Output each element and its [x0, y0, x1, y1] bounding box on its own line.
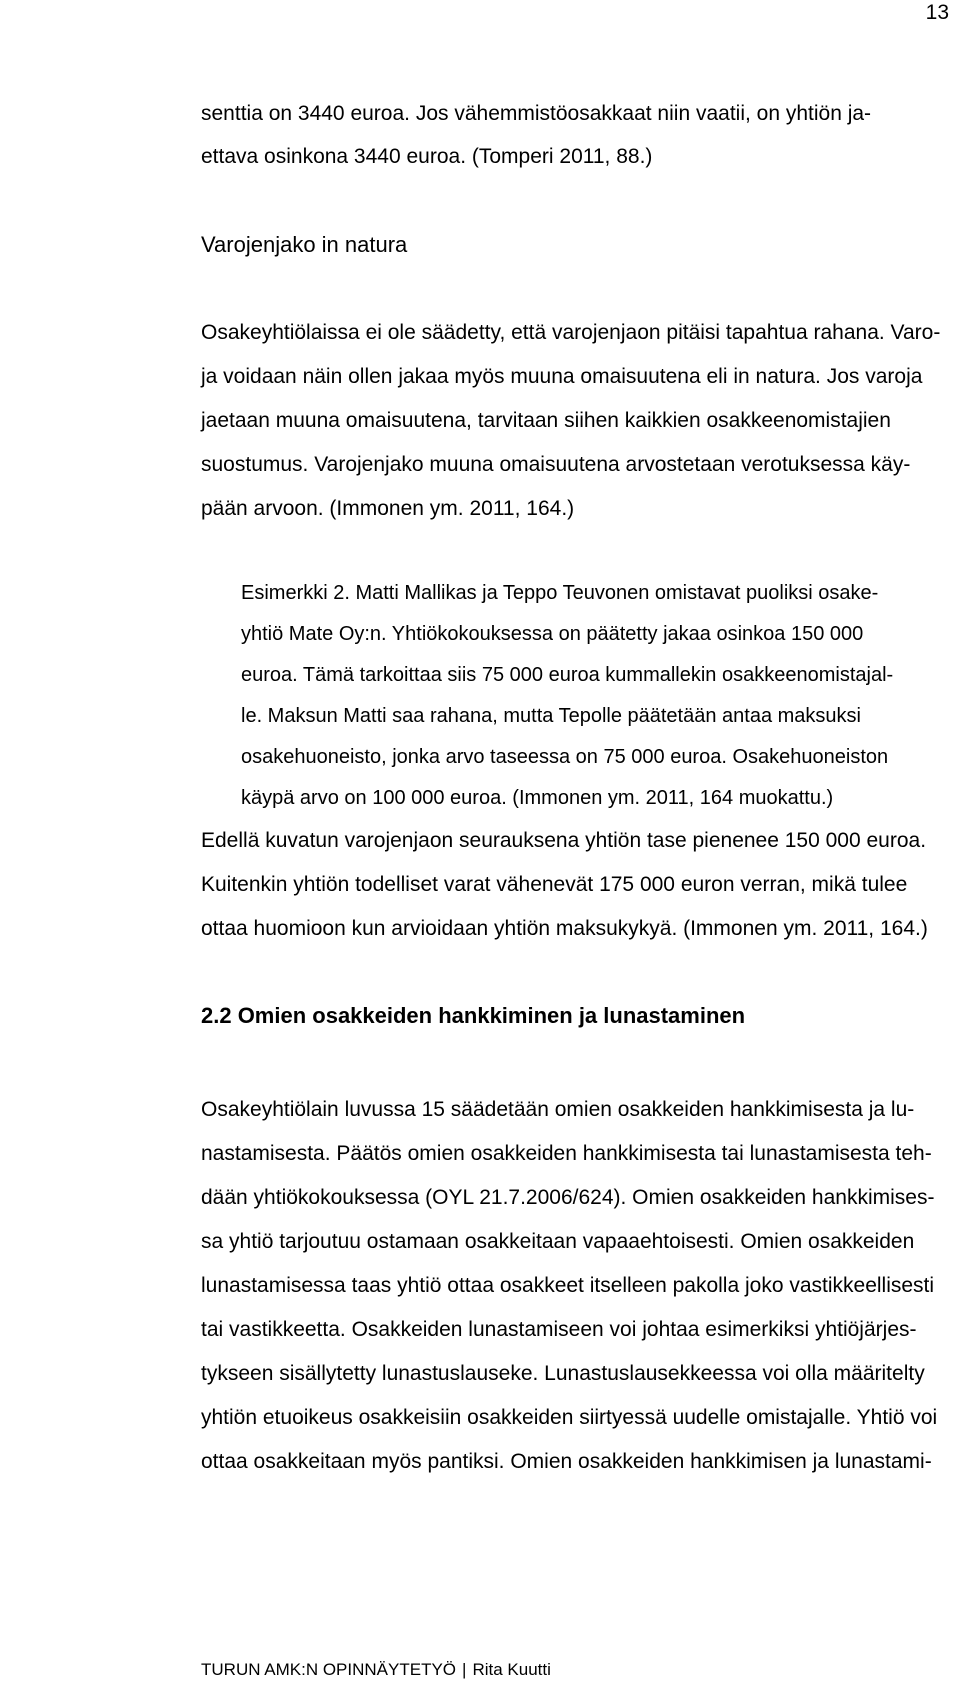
text-line: sa yhtiö tarjoutuu ostamaan osakkeitaan vapaaehtoisesti. Omien osakkeiden — [201, 1230, 915, 1253]
section-heading: 2.2 Omien osakkeiden hankkiminen ja lunastaminen — [201, 1003, 746, 1028]
text-line: ottaa huomioon kun arvioidaan yhtiön maksukykyä. (Immonen ym. 2011, 164.) — [201, 917, 928, 940]
example-line: käypä arvo on 100 000 euroa. (Immonen ym. 2011, 164 muokattu.) — [241, 787, 834, 809]
example-line: le. Maksun Matti saa rahana, mutta Tepolle päätetään antaa maksuksi — [241, 705, 861, 727]
text-line: nastamisesta. Päätös omien osakkeiden hankkimisesta tai lunastamisesta teh- — [201, 1142, 932, 1165]
text-line: senttia on 3440 euroa. Jos vähemmistöosakkaat niin vaatii, on yhtiön ja- — [201, 102, 872, 125]
text-line: jaetaan muuna omaisuutena, tarvitaan siihen kaikkien osakkeenomistajien — [201, 409, 891, 432]
page-number: 13 — [925, 1, 949, 24]
text-line: Kuitenkin yhtiön todelliset varat vähenevät 175 000 euron verran, mikä tulee — [201, 873, 908, 896]
text-line: pään arvoon. (Immonen ym. 2011, 164.) — [201, 497, 575, 520]
text-line: ottaa osakkeitaan myös pantiksi. Omien osakkeiden hankkimisen ja lunastami- — [201, 1450, 932, 1473]
text-line: Osakeyhtiölain luvussa 15 säädetään omien osakkeiden hankkimisesta ja lu- — [201, 1098, 915, 1121]
footer-org: TURUN AMK:N OPINNÄYTETYÖ — [201, 1660, 457, 1679]
text-line: suostumus. Varojenjako muuna omaisuutena arvostetaan verotuksessa käy- — [201, 453, 911, 476]
text-line: ja voidaan näin ollen jakaa myös muuna omaisuutena eli in natura. Jos varoja — [201, 365, 923, 388]
text-line: tykseen sisällytetty lunastuslauseke. Lunastuslausekkeessa voi olla määritelty — [201, 1362, 925, 1385]
example-line: yhtiö Mate Oy:n. Yhtiökokouksessa on päätetty jakaa osinkoa 150 000 — [241, 623, 864, 645]
example-line: osakehuoneisto, jonka arvo taseessa on 75 000 euroa. Osakehuoneiston — [241, 746, 889, 768]
text-line: Osakeyhtiölaissa ei ole säädetty, että varojenjaon pitäisi tapahtua rahana. Varo- — [201, 321, 941, 344]
footer-author: Rita Kuutti — [472, 1660, 551, 1679]
text-line: ettava osinkona 3440 euroa. (Tomperi 2011, 88.) — [201, 145, 653, 168]
example-line: euroa. Tämä tarkoittaa siis 75 000 euroa kummallekin osakkeenomistajal- — [241, 664, 894, 686]
text-line: dään yhtiökokouksessa (OYL 21.7.2006/624). Omien osakkeiden hankkimises- — [201, 1186, 935, 1209]
footer-separator: | — [462, 1660, 467, 1679]
text-line: tai vastikkeetta. Osakkeiden lunastamiseen voi johtaa esimerkiksi yhtiöjärjes- — [201, 1318, 917, 1341]
page-footer — [201, 1660, 551, 1680]
text-line: yhtiön etuoikeus osakkeisiin osakkeiden siirtyessä uudelle omistajalle. Yhtiö voi — [201, 1406, 938, 1429]
text-line: lunastamisessa taas yhtiö ottaa osakkeet itselleen pakolla joko vastikkeellisesti — [201, 1274, 935, 1297]
text-line: Edellä kuvatun varojenjaon seurauksena yhtiön tase pienenee 150 000 euroa. — [201, 829, 927, 852]
example-line: Esimerkki 2. Matti Mallikas ja Teppo Teuvonen omistavat puoliksi osake- — [241, 582, 879, 604]
section-heading: Varojenjako in natura — [201, 232, 408, 257]
